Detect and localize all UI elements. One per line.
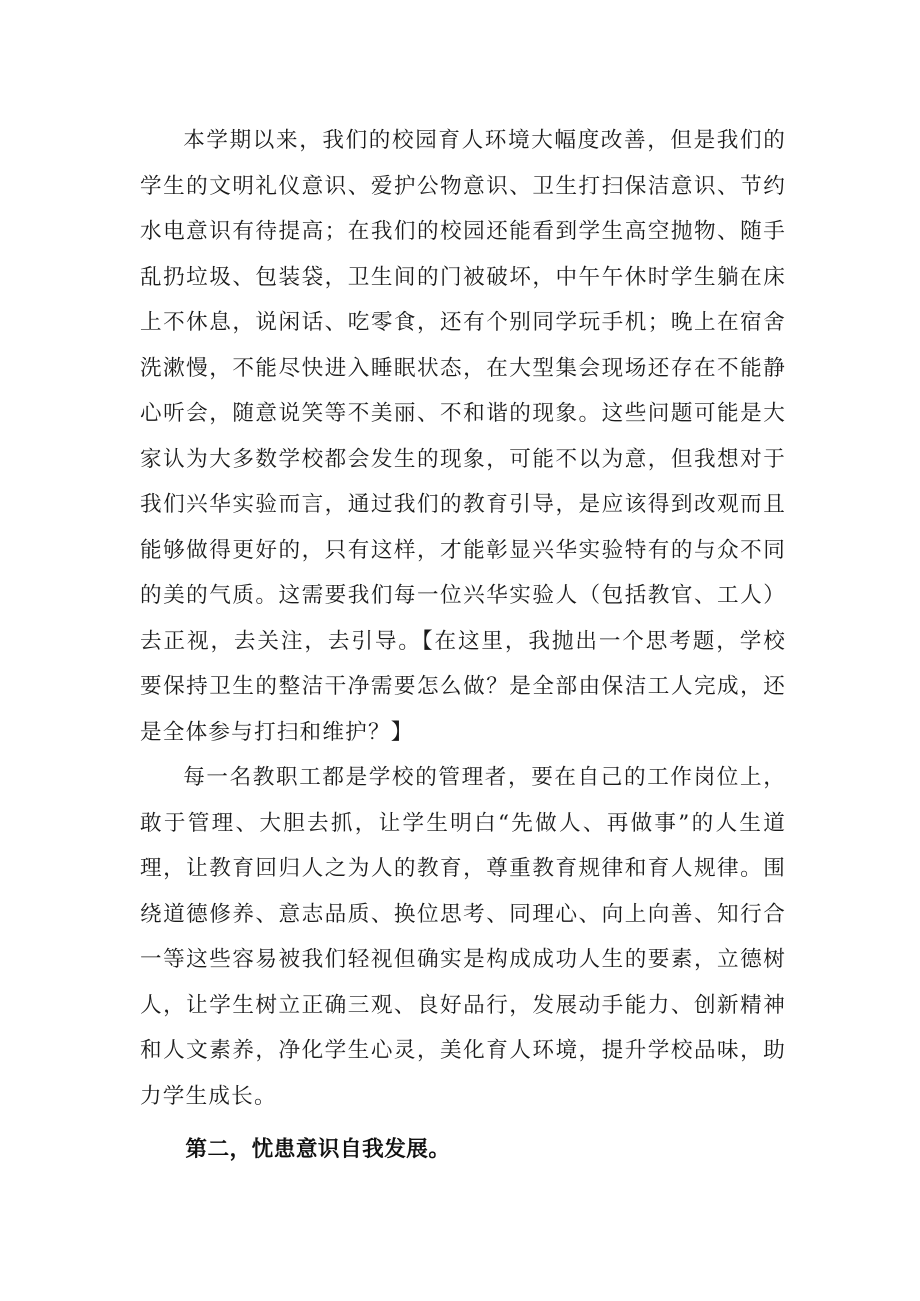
paragraph-campus-environment: 本学期以来，我们的校园育人环境大幅度改善，但是我们的学生的文明礼仪意识、爱护公物意识、卫生打扫保洁意识、节约水电意识有待提高；在我们的校园还能看到学生高空抛物、随手乱扔垃圾、包装袋，卫生间的门被破坏，中午午休时学生躺在床上不休息，说闲话、吃零食，还有个别同学玩手机；晚上在宿舍洗漱慢，不能尽快进入睡眠状态，在大型集会现场还存在不能静心听会，随意说笑等不美丽、不和谐的现象。这些问题可能是大家认为大多数学校都会发生的现象，可能不以为意，但我想对于我们兴华实验而言，通过我们的教育引导，是应该得到改观而且能够做得更好的，只有这样，才能彰显兴华实验特有的与众不同的美的气质。这需要我们每一位兴华实验人（包括教官、工人）去正视，去关注，去引导。【在这里，我抛出一个思考题，学校要保持卫生的整洁干净需要怎么做？是全部由保洁工人完成，还是全体参与打扫和维护？】 (140, 128, 786, 745)
paragraph-staff-responsibility: 每一名教职工都是学校的管理者，要在自己的工作岗位上，敢于管理、大胆去抓，让学生明白“先做人、再做事”的人生道理，让教育回归人之为人的教育，尊重教育规律和育人规律。围绕道德修养、意志品质、换位思考、同理心、向上向善、知行合一等这些容易被我们轻视但确实是构成成功人生的要素，立德树人，让学生树立正确三观、良好品行，发展动手能力、创新精神和人文素养，净化学生心灵，美化育人环境，提升学校品味，助力学生成长。 (140, 765, 786, 1109)
section-heading: 第二，忧患意识自我发展。 (185, 1137, 451, 1162)
document-body (140, 118, 786, 1173)
